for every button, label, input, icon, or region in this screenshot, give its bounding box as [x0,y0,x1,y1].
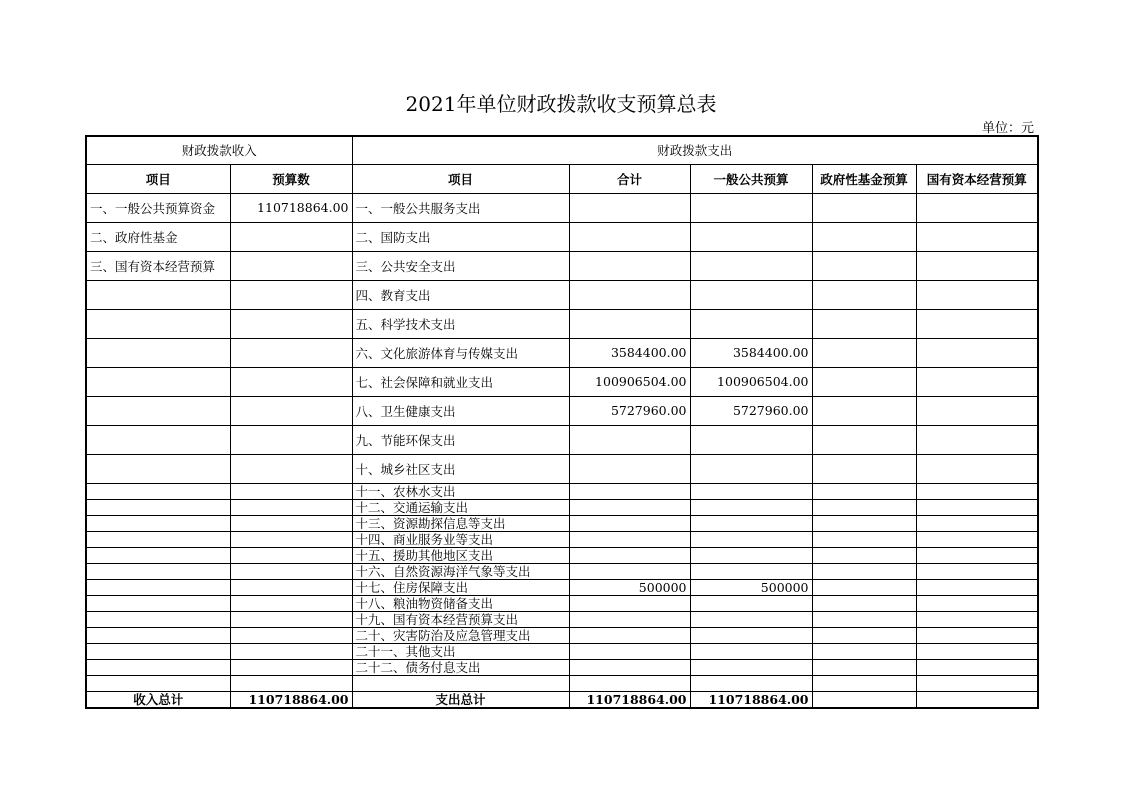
total-cell: 500000 [569,579,690,595]
expense-item-cell [352,675,569,691]
state-capital-cell [916,531,1038,547]
total-cell [569,193,690,222]
income-item-cell [86,483,230,499]
income-total-label: 收入总计 [86,691,230,708]
income-item-cell [86,309,230,338]
table-row [86,396,1038,425]
state-capital-cell [916,222,1038,251]
table-row [86,338,1038,367]
table-row [86,547,1038,563]
general-budget-cell [690,643,812,659]
income-amount-cell [230,515,352,531]
general-budget-total: 110718864.00 [690,691,812,708]
income-amount-cell [230,643,352,659]
general-budget-cell: 500000 [690,579,812,595]
expense-item-cell: 十七、住房保障支出 [352,579,569,595]
col-income-item: 项目 [86,164,230,193]
table-row [86,425,1038,454]
income-item-cell [86,338,230,367]
col-expense-item: 项目 [352,164,569,193]
income-amount-cell [230,531,352,547]
expense-group-header: 财政拨款支出 [352,136,1038,164]
state-capital-cell [916,595,1038,611]
table-row [86,595,1038,611]
income-amount-cell [230,367,352,396]
general-budget-cell [690,659,812,675]
total-cell [569,425,690,454]
col-general-budget: 一般公共预算 [690,164,812,193]
income-amount-cell [230,499,352,515]
total-cell: 3584400.00 [569,338,690,367]
general-budget-cell [690,280,812,309]
income-amount-cell [230,454,352,483]
fund-budget-cell [812,579,916,595]
group-header-row [86,136,1038,164]
income-item-cell [86,563,230,579]
general-budget-cell [690,483,812,499]
general-budget-cell [690,675,812,691]
expense-item-cell: 五、科学技术支出 [352,309,569,338]
col-fund-budget: 政府性基金预算 [812,164,916,193]
income-amount-cell [230,579,352,595]
income-amount-cell [230,280,352,309]
general-budget-cell [690,425,812,454]
table-row [86,280,1038,309]
page-title: 2021年单位财政拨款收支预算总表 [405,92,717,116]
state-capital-cell [916,396,1038,425]
table-row [86,454,1038,483]
income-item-cell: 二、政府性基金 [86,222,230,251]
totals-row [86,691,1038,708]
general-budget-cell [690,515,812,531]
state-capital-cell [916,309,1038,338]
expense-item-cell: 十、城乡社区支出 [352,454,569,483]
general-budget-cell [690,547,812,563]
income-item-cell [86,675,230,691]
expense-item-cell: 二十一、其他支出 [352,643,569,659]
expense-item-cell: 十六、自然资源海洋气象等支出 [352,563,569,579]
income-amount-cell [230,675,352,691]
income-amount-cell [230,659,352,675]
income-item-cell [86,531,230,547]
fund-budget-cell [812,643,916,659]
table-row [86,367,1038,396]
expense-item-cell: 十三、资源勘探信息等支出 [352,515,569,531]
expense-item-cell: 十二、交通运输支出 [352,499,569,515]
expense-item-cell: 六、文化旅游体育与传媒支出 [352,338,569,367]
income-amount-cell [230,595,352,611]
total-cell [569,595,690,611]
fund-budget-cell [812,251,916,280]
general-budget-cell [690,309,812,338]
income-item-cell [86,425,230,454]
fund-budget-cell [812,280,916,309]
general-budget-cell [690,251,812,280]
fund-budget-cell [812,483,916,499]
total-cell [569,454,690,483]
table-row [86,531,1038,547]
state-capital-cell [916,611,1038,627]
total-cell [569,627,690,643]
expense-item-cell: 二十、灾害防治及应急管理支出 [352,627,569,643]
column-header-row [86,164,1038,193]
expense-item-cell: 一、一般公共服务支出 [352,193,569,222]
table-row [86,222,1038,251]
table-row [86,627,1038,643]
income-item-cell: 一、一般公共预算资金 [86,193,230,222]
total-cell [569,280,690,309]
income-group-header: 财政拨款收入 [86,136,352,164]
table-row [86,483,1038,499]
state-capital-cell [916,483,1038,499]
income-amount-cell [230,425,352,454]
total-cell: 5727960.00 [569,396,690,425]
general-budget-cell [690,193,812,222]
budget-table [85,135,1039,709]
table-row [86,579,1038,595]
total-cell [569,309,690,338]
income-amount-cell [230,396,352,425]
total-cell [569,483,690,499]
state-capital-cell [916,280,1038,309]
income-item-cell [86,643,230,659]
income-item-cell [86,515,230,531]
fund-budget-cell [812,338,916,367]
state-capital-cell [916,515,1038,531]
state-capital-cell [916,193,1038,222]
general-budget-cell [690,222,812,251]
state-capital-cell [916,563,1038,579]
income-item-cell: 三、国有资本经营预算 [86,251,230,280]
income-item-cell [86,499,230,515]
fund-budget-cell [812,193,916,222]
state-capital-cell [916,547,1038,563]
state-capital-cell [916,367,1038,396]
total-cell [569,563,690,579]
income-item-cell [86,611,230,627]
total-cell [569,643,690,659]
total-cell [569,499,690,515]
total-cell [569,531,690,547]
expense-item-cell: 八、卫生健康支出 [352,396,569,425]
income-item-cell [86,595,230,611]
fund-budget-cell [812,425,916,454]
income-amount-cell [230,627,352,643]
fund-budget-cell [812,367,916,396]
col-total: 合计 [569,164,690,193]
income-amount-cell [230,251,352,280]
income-item-cell [86,396,230,425]
table-row [86,515,1038,531]
state-capital-cell [916,499,1038,515]
general-budget-cell [690,595,812,611]
expense-item-cell: 十五、援助其他地区支出 [352,547,569,563]
income-amount-cell [230,222,352,251]
unit-label: 单位：元 [981,121,1034,136]
table-row [86,643,1038,659]
state-capital-total [916,691,1038,708]
total-cell [569,515,690,531]
income-amount-cell [230,611,352,627]
income-amount-cell: 110718864.00 [230,193,352,222]
expense-item-cell: 十九、国有资本经营预算支出 [352,611,569,627]
income-item-cell [86,659,230,675]
state-capital-cell [916,454,1038,483]
fund-budget-total [812,691,916,708]
expense-item-cell: 十一、农林水支出 [352,483,569,499]
income-total-amount: 110718864.00 [230,691,352,708]
general-budget-cell [690,627,812,643]
total-cell [569,659,690,675]
table-row [86,563,1038,579]
income-amount-cell [230,483,352,499]
total-cell [569,251,690,280]
table-row [86,499,1038,515]
fund-budget-cell [812,396,916,425]
state-capital-cell [916,659,1038,675]
fund-budget-cell [812,499,916,515]
table-row [86,193,1038,222]
state-capital-cell [916,627,1038,643]
state-capital-cell [916,251,1038,280]
expense-total-amount: 110718864.00 [569,691,690,708]
income-amount-cell [230,338,352,367]
income-item-cell [86,627,230,643]
income-item-cell [86,367,230,396]
income-item-cell [86,454,230,483]
fund-budget-cell [812,659,916,675]
table-row [86,309,1038,338]
total-cell [569,675,690,691]
general-budget-cell [690,454,812,483]
state-capital-cell [916,338,1038,367]
expense-item-cell: 七、社会保障和就业支出 [352,367,569,396]
state-capital-cell [916,425,1038,454]
state-capital-cell [916,675,1038,691]
general-budget-cell: 5727960.00 [690,396,812,425]
fund-budget-cell [812,611,916,627]
fund-budget-cell [812,563,916,579]
state-capital-cell [916,579,1038,595]
fund-budget-cell [812,595,916,611]
income-amount-cell [230,309,352,338]
income-item-cell [86,579,230,595]
expense-item-cell: 二、国防支出 [352,222,569,251]
fund-budget-cell [812,547,916,563]
general-budget-cell [690,563,812,579]
state-capital-cell [916,643,1038,659]
fund-budget-cell [812,454,916,483]
expense-item-cell: 三、公共安全支出 [352,251,569,280]
total-cell: 100906504.00 [569,367,690,396]
total-cell [569,222,690,251]
fund-budget-cell [812,222,916,251]
expense-item-cell: 十四、商业服务业等支出 [352,531,569,547]
fund-budget-cell [812,675,916,691]
income-amount-cell [230,547,352,563]
total-cell [569,547,690,563]
expense-item-cell: 九、节能环保支出 [352,425,569,454]
col-income-amount: 预算数 [230,164,352,193]
expense-item-cell: 二十二、债务付息支出 [352,659,569,675]
table-row [86,659,1038,675]
total-cell [569,611,690,627]
income-item-cell [86,280,230,309]
income-amount-cell [230,563,352,579]
general-budget-cell: 3584400.00 [690,338,812,367]
col-state-capital-budget: 国有资本经营预算 [916,164,1038,193]
general-budget-cell [690,611,812,627]
income-item-cell [86,547,230,563]
table-row [86,611,1038,627]
fund-budget-cell [812,309,916,338]
fund-budget-cell [812,531,916,547]
table-row [86,251,1038,280]
fund-budget-cell [812,515,916,531]
general-budget-cell: 100906504.00 [690,367,812,396]
general-budget-cell [690,531,812,547]
general-budget-cell [690,499,812,515]
expense-total-label: 支出总计 [352,691,569,708]
fund-budget-cell [812,627,916,643]
table-row [86,675,1038,691]
expense-item-cell: 十八、粮油物资储备支出 [352,595,569,611]
expense-item-cell: 四、教育支出 [352,280,569,309]
